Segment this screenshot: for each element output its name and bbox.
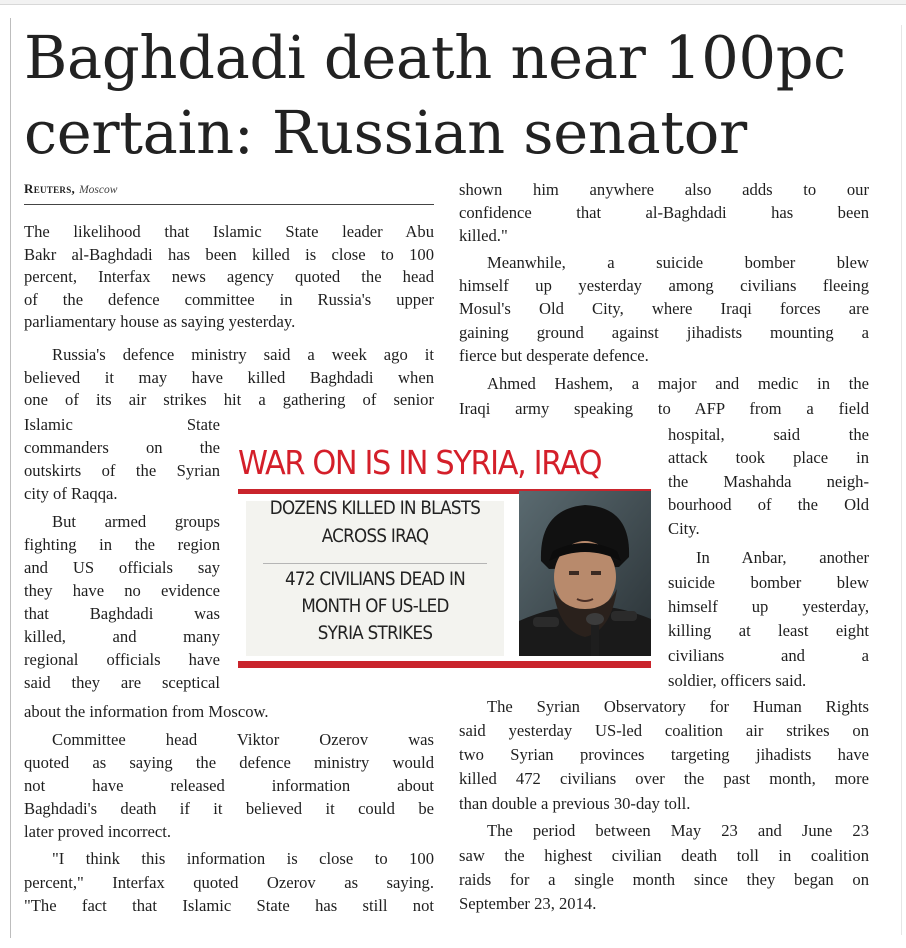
byline-agency: Reuters, bbox=[24, 181, 76, 196]
graphic-item-2-line-1: 472 CIVILIANS DEAD IN bbox=[284, 568, 466, 590]
col1-line: one of its air strikes hit a gathering of senior bbox=[24, 390, 434, 409]
col2-line: saw the highest civilian death toll in coalition bbox=[459, 846, 869, 865]
col2-line: fierce but desperate defence. bbox=[459, 346, 649, 365]
news-graphic bbox=[238, 433, 651, 673]
column-rule-left bbox=[10, 18, 11, 938]
col2-line: two Syrian provinces targeting jihadists have bbox=[459, 745, 869, 764]
col1-line: regional officials have bbox=[24, 650, 220, 669]
col2-line: soldier, officers said. bbox=[668, 671, 807, 690]
col1-line: and US officials say bbox=[24, 558, 220, 577]
col1-line: The likelihood that Islamic State leader Abu bbox=[24, 222, 434, 241]
col2-line: Iraqi army speaking to AFP from a field bbox=[459, 399, 869, 418]
col2-line: gaining ground against jihadists mounting a bbox=[459, 323, 869, 342]
col2-line: attack took place in bbox=[668, 448, 869, 467]
col1-line: said they are sceptical bbox=[24, 673, 220, 692]
col2-line: killing at least eight bbox=[668, 621, 869, 640]
col2-line: raids for a single month since they began on bbox=[459, 870, 869, 889]
graphic-divider bbox=[263, 563, 487, 564]
col2-line: Mosul's Old City, where Iraqi forces are bbox=[459, 299, 869, 318]
col2-line: City. bbox=[668, 519, 700, 538]
byline-place: Moscow bbox=[79, 184, 118, 196]
col2-line: killed." bbox=[459, 226, 508, 245]
graphic-item-1-line-1: DOZENS KILLED IN BLASTS bbox=[269, 497, 481, 519]
graphic-bottom-bar bbox=[238, 661, 651, 668]
col2-line: himself up yesterday among civilians fleeing bbox=[459, 276, 869, 295]
col2-line: killed 472 civilians over the past month, more bbox=[459, 769, 869, 788]
col2-line: Meanwhile, a suicide bomber blew bbox=[487, 253, 869, 272]
col1-line: Baghdadi's death if it believed it could be bbox=[24, 799, 434, 818]
col2-line: than double a previous 30-day toll. bbox=[459, 794, 691, 813]
col2-line: shown him anywhere also adds to our bbox=[459, 180, 869, 199]
col1-line: about the information from Moscow. bbox=[24, 702, 269, 721]
col1-line: But armed groups bbox=[52, 512, 220, 531]
col2-line: civilians and a bbox=[668, 646, 869, 665]
page-edge-rule bbox=[901, 25, 902, 935]
col1-line: outskirts of the Syrian bbox=[24, 461, 220, 480]
graphic-item-2-line-3: SYRIA STRIKES bbox=[317, 622, 433, 644]
headline-line-1: Baghdadi death near 100pc bbox=[24, 23, 846, 92]
col2-line: suicide bomber blew bbox=[668, 573, 869, 592]
col1-line: later proved incorrect. bbox=[24, 822, 171, 841]
col1-line: commanders on the bbox=[24, 438, 220, 457]
byline bbox=[24, 181, 434, 205]
col1-line: believed it may have killed Baghdadi when bbox=[24, 367, 434, 387]
col2-line: In Anbar, another bbox=[696, 548, 869, 567]
col1-line: quoted as saying the defence ministry would bbox=[24, 753, 434, 772]
graphic-item-1-line-2: ACROSS IRAQ bbox=[321, 525, 429, 547]
col1-line: Bakr al-Baghdadi has been killed is close to 100 bbox=[24, 244, 434, 264]
col2-line: The Syrian Observatory for Human Rights bbox=[487, 697, 869, 716]
col1-line: killed, and many bbox=[24, 627, 220, 646]
col2-line: the Mashahda neigh- bbox=[668, 472, 869, 491]
col1-line: they have no evidence bbox=[24, 581, 220, 600]
col1-line: of the defence committee in Russia's upper bbox=[24, 289, 434, 309]
portrait-illustration bbox=[519, 491, 651, 656]
col1-line: Islamic State bbox=[24, 415, 220, 434]
col1-line: percent, Interfax news agency quoted the head bbox=[24, 267, 434, 286]
col1-line: "The fact that Islamic State has still not bbox=[24, 896, 434, 915]
col1-line: "I think this information is close to 100 bbox=[52, 849, 434, 868]
page-top-rule bbox=[0, 0, 906, 5]
headline bbox=[24, 20, 894, 170]
col1-line: fighting in the region bbox=[24, 535, 220, 554]
col2-line: said yesterday US-led coalition air strikes on bbox=[459, 721, 869, 740]
col2-line: himself up yesterday, bbox=[668, 597, 869, 616]
col1-line: that Baghdadi was bbox=[24, 604, 220, 623]
col1-line: not have released information about bbox=[24, 776, 434, 795]
col2-line: hospital, said the bbox=[668, 425, 869, 444]
col2-line: Ahmed Hashem, a major and medic in the bbox=[487, 374, 869, 393]
col1-line: percent," Interfax quoted Ozerov as saying. bbox=[24, 873, 434, 892]
graphic-banner: WAR ON IS IN SYRIA, IRAQ bbox=[238, 443, 602, 482]
col2-line: bourhood of the Old bbox=[668, 495, 869, 514]
col2-line: September 23, 2014. bbox=[459, 894, 597, 913]
col2-line: The period between May 23 and June 23 bbox=[487, 821, 869, 840]
graphic-item-2-line-2: MONTH OF US-LED bbox=[301, 595, 449, 617]
col1-line: parliamentary house as saying yesterday. bbox=[24, 312, 296, 331]
col1-line: city of Raqqa. bbox=[24, 484, 118, 503]
col2-line: confidence that al-Baghdadi has been bbox=[459, 203, 869, 222]
col1-line: Russia's defence ministry said a week ago it bbox=[52, 345, 434, 364]
headline-line-2: certain: Russian senator bbox=[24, 98, 747, 167]
col1-line: Committee head Viktor Ozerov was bbox=[52, 730, 434, 749]
photo-portrait bbox=[519, 491, 651, 656]
